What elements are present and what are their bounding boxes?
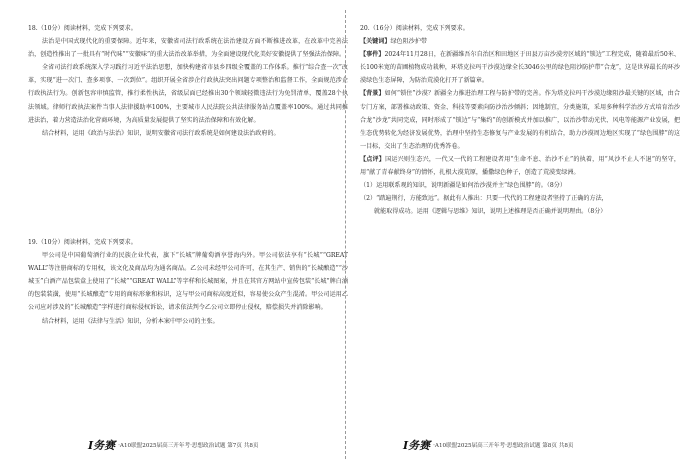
publisher-logo: Ⅰ务赛 <box>88 439 116 452</box>
footer-left-text: ·A10联盟2025届高三开年考·思想政治试题 第7页 共8页 <box>118 443 259 449</box>
question-19 <box>28 236 348 328</box>
q20-subquestion-1: （1）运用联系观的知识，说明新疆是如何治沙漠并主“绿色围脖”的。（8分） <box>360 182 566 190</box>
page-divider <box>345 10 346 459</box>
q20-heading: 20.（16分）阅读材料，完成下列要求。 <box>360 25 469 32</box>
publisher-logo: Ⅰ务赛 <box>403 439 431 452</box>
q18-paragraph-1: 法治是中国式现代化的重要保障。近年来，安徽省司法行政系统在法治建设方面不断推进改革，在改革中完善法治，创造性推出了一批具有“时代味”“安徽味”的重大法治改革举措，为全面建设现代化美好安徽提供了坚强法治保障。 <box>28 38 348 59</box>
footer-right-text: ·A10联盟2025届高三开年考·思想政治试题 第8页 共8页 <box>433 443 574 449</box>
question-18 <box>28 22 348 140</box>
footer-left <box>88 437 258 453</box>
q20-event: 【事件】2024年11月28日，在新疆维吾尔自治区和田地区于田县万亩沙漠旁区域的“锁边”工程完成，随着最后50米、长100米宽的苗圃植物成功栽种，环塔克拉玛干沙漠边缘全长3046公里的绿色阻沙防护带“合龙”，这是世界最长的环沙漠绿色生态屏障，为防治荒漠化打开了新篇章。 <box>360 51 680 85</box>
q18-prompt: 结合材料，运用《政治与法治》知识，说明安徽省司法行政系统是如何建设法治政府的。 <box>42 129 280 137</box>
q19-paragraph-1: 甲公司是中国葡萄酒行业的民族企业代表，旗下“长城”牌葡萄酒享誉海内外。甲公司依法享有“长城”“GREAT WALL”等注册商标的专用权，该文化及商品均为通名商品。乙公司未经甲公司许可，在其生产、销售的“长城酿造”“沙城玉”白酒产品包装盒上使用了“长城”“GREAT WALL”等字样和长城图案，并且在其官方网站中宣传包装“长城”牌白酒的包装装潢，使用“长城酿造”专用的商标形象和标识，这与甲公司商标高度近似，容易使公众产生混淆。甲公司运用乙公司应对涉及的“长城酿造”字样进行商标侵权诉讼，请求依法判令乙公司立即停止侵权，赔偿损失并消除影响。 <box>28 252 348 312</box>
q20-subquestion-2-cont: 就能取得成功。运用《逻辑与思维》知识，说明上述推理是否正确并说明理由。（8分） <box>374 208 607 216</box>
q19-prompt: 结合材料，运用《法律与生活》知识，分析本案中甲公司的主张。 <box>42 317 219 325</box>
q20-background: 【背景】如何“锁住”沙漠？新疆全力推进治理工程与防护带的完善。作为塔克拉玛干沙漠边缘阻沙最关键的区域，由合专门方案，部署推动政策、资金、科技等要素向防沙治沙倾斜；因地制宜，分类施策，采用多种科学治沙方式培育治沙合龙“沙龙”共同完成，同时形成了“锁边”与“集约”的创新模式并加以推广，以治沙带动光伏、风电等能源产业发展，把生态优势转化为经济发展优势，治理中坚持生态修复与产业发展的有机结合，助力沙漠周边地区实现了“绿色围脖”的这一目标，交出了生态治理的优秀答卷。 <box>360 90 681 150</box>
q20-comment: 【点评】国运兴则生态兴，一代又一代的工程建设者用“生命不息、治沙不止”的执着，用“风沙不止人不退”的坚守，用“献了青春献终身”的情怀，扎根大漠荒原，播撒绿色种子，创造了荒漠变绿洲。 <box>360 155 680 177</box>
q20-keyword: 【关键词】绿色阻沙护带 <box>360 38 428 46</box>
question-20 <box>360 22 680 218</box>
q20-subquestion-2: （2）“踏遍荆行，方能致远”。据此有人推出：只要一代代的工程建设者坚持了正确的方法， <box>360 195 608 203</box>
q19-heading: 19.（10分）阅读材料，完成下列要求。 <box>28 239 137 246</box>
q18-paragraph-2: 全省司法行政系统深入学习践行习近平法治思想，加快构建省市县乡四级全覆盖的工作体系。推行“综合查一次”改革，实现“进一次门、查多项事、一次到位”。组织开展全省涉企行政执法突出问题专项整治和监督工作，全面规范涉企行政执法行为。创新包容审慎监管，推行柔性执法，省级层面已经推出30个领域轻微违法行为免罚清单，覆盖28个执法领域。律师行政执法案件当事人法律援助率100%，主要城市人民法院公共法律服务站点覆盖率100%。通过共同推进法治，着力营造法治化营商环境，为高质量发展提供了坚实的法治保障和有效化解。 <box>28 64 348 124</box>
footer-right <box>403 437 573 453</box>
q18-heading: 18.（10分）阅读材料，完成下列要求。 <box>28 25 137 32</box>
